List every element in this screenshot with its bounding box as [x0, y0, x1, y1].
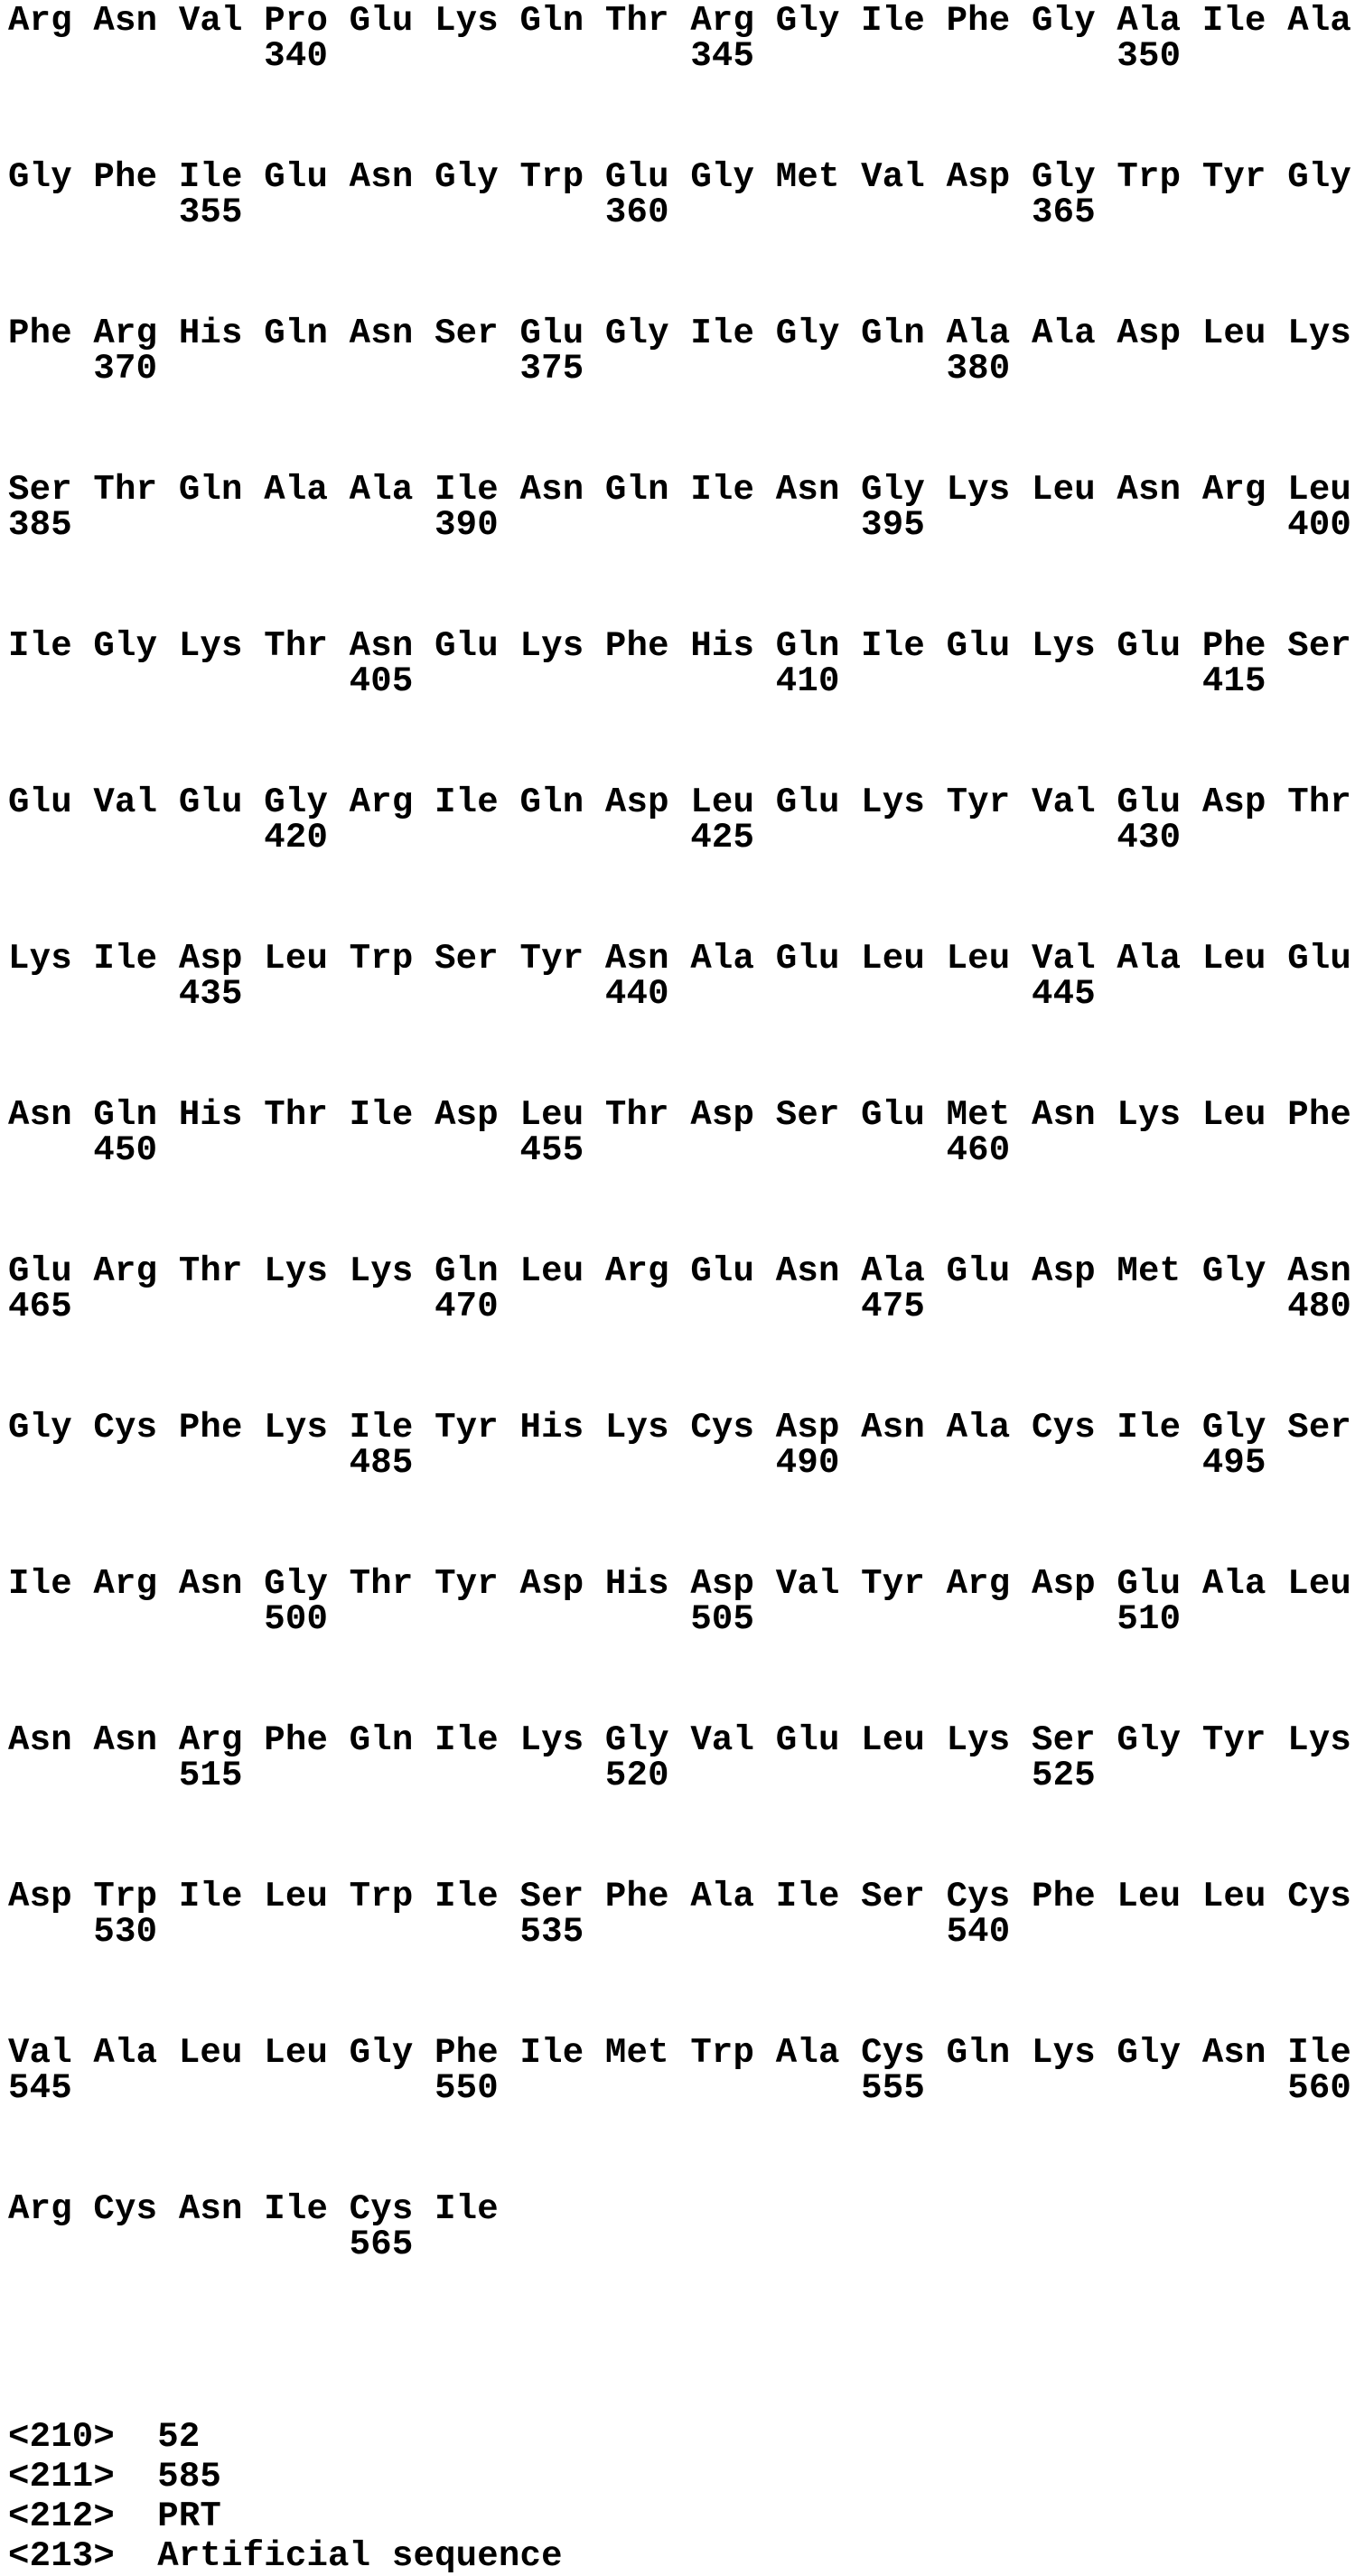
sequence-block: [8, 470, 1355, 629]
sequence-metadata-block: [8, 2417, 1355, 2576]
residue-line: Asp Trp Ile Leu Trp Ile Ser Phe Ala Ile Ser Cys Phe Leu Leu Cys: [8, 1877, 1352, 1916]
sequence-block: [8, 1, 1355, 160]
residue-line: Ile Arg Asn Gly Thr Tyr Asp His Asp Val Tyr Arg Asp Glu Ala Leu: [8, 1564, 1352, 1604]
position-number-line: 450 455 460: [8, 1130, 1011, 1170]
position-number-line: 385 390 395 400: [8, 505, 1352, 545]
sequence-block: [8, 941, 1355, 1098]
residue-line: Val Ala Leu Leu Gly Phe Ile Met Trp Ala Cys Gln Lys Gly Asn Ile: [8, 2033, 1352, 2073]
metadata-line-212: <212> PRT: [8, 2496, 222, 2536]
position-number-line: 515 520 525: [8, 1756, 1096, 1795]
position-number-line: 340 345 350: [8, 36, 1182, 76]
residue-line: Arg Asn Val Pro Glu Lys Gln Thr Arg Gly Ile Phe Gly Ala Ile Ala: [8, 1, 1352, 41]
sequence-block: [8, 1095, 1355, 1254]
metadata-line-211: <211> 585: [8, 2457, 222, 2496]
residue-line: Gly Phe Ile Glu Asn Gly Trp Glu Gly Met Val Asp Gly Trp Tyr Gly: [8, 157, 1352, 197]
sequence-block: [8, 782, 1355, 941]
residue-line: Glu Arg Thr Lys Lys Gln Leu Arg Glu Asn Ala Glu Asp Met Gly Asn: [8, 1251, 1352, 1291]
position-number-line: 435 440 445: [8, 974, 1096, 1014]
sequence-block: [8, 2189, 1355, 2348]
position-number-line: 355 360 365: [8, 192, 1096, 232]
position-number-line: 370 375 380: [8, 349, 1011, 389]
position-number-line: 500 505 510: [8, 1599, 1182, 1639]
position-number-line: 405 410 415: [8, 661, 1266, 701]
residue-line: Asn Gln His Thr Ile Asp Leu Thr Asp Ser Glu Met Asn Lys Leu Phe: [8, 1095, 1352, 1135]
sequence-block: [8, 1720, 1355, 1879]
position-number-line: 465 470 475 480: [8, 1287, 1352, 1326]
position-number-line: 485 490 495: [8, 1443, 1266, 1483]
sequence-block: [8, 2033, 1355, 2192]
position-number-line: 545 550 555 560: [8, 2068, 1352, 2108]
metadata-line-213: <213> Artificial sequence: [8, 2536, 563, 2576]
sequence-block: [8, 626, 1355, 785]
sequence-block: [8, 1251, 1355, 1410]
residue-line: Glu Val Glu Gly Arg Ile Gln Asp Leu Glu Lys Tyr Val Glu Asp Thr: [8, 782, 1352, 822]
residue-line: Ser Thr Gln Ala Ala Ile Asn Gln Ile Asn Gly Lys Leu Asn Arg Leu: [8, 470, 1352, 510]
residue-line: Arg Cys Asn Ile Cys Ile: [8, 2189, 499, 2229]
sequence-block: [8, 316, 1355, 473]
position-number-line: 420 425 430: [8, 818, 1182, 857]
sequence-block: [8, 1879, 1355, 2036]
position-number-line: 530 535 540: [8, 1912, 1011, 1952]
residue-line: Gly Cys Phe Lys Ile Tyr His Lys Cys Asp Asn Ala Cys Ile Gly Ser: [8, 1408, 1352, 1447]
residue-line: Lys Ile Asp Leu Trp Ser Tyr Asn Ala Glu Leu Leu Val Ala Leu Glu: [8, 939, 1352, 979]
metadata-line-210: <210> 52: [8, 2417, 201, 2457]
position-number-line: 565: [8, 2225, 414, 2264]
residue-line: Asn Asn Arg Phe Gln Ile Lys Gly Val Glu Leu Lys Ser Gly Tyr Lys: [8, 1720, 1352, 1760]
sequence-block: [8, 157, 1355, 316]
residue-line: Ile Gly Lys Thr Asn Glu Lys Phe His Gln Ile Glu Lys Glu Phe Ser: [8, 626, 1352, 666]
sequence-block: [8, 1410, 1355, 1567]
residue-line: Phe Arg His Gln Asn Ser Glu Gly Ile Gly Gln Ala Ala Asp Leu Lys: [8, 314, 1352, 353]
sequence-block: [8, 1564, 1355, 1723]
